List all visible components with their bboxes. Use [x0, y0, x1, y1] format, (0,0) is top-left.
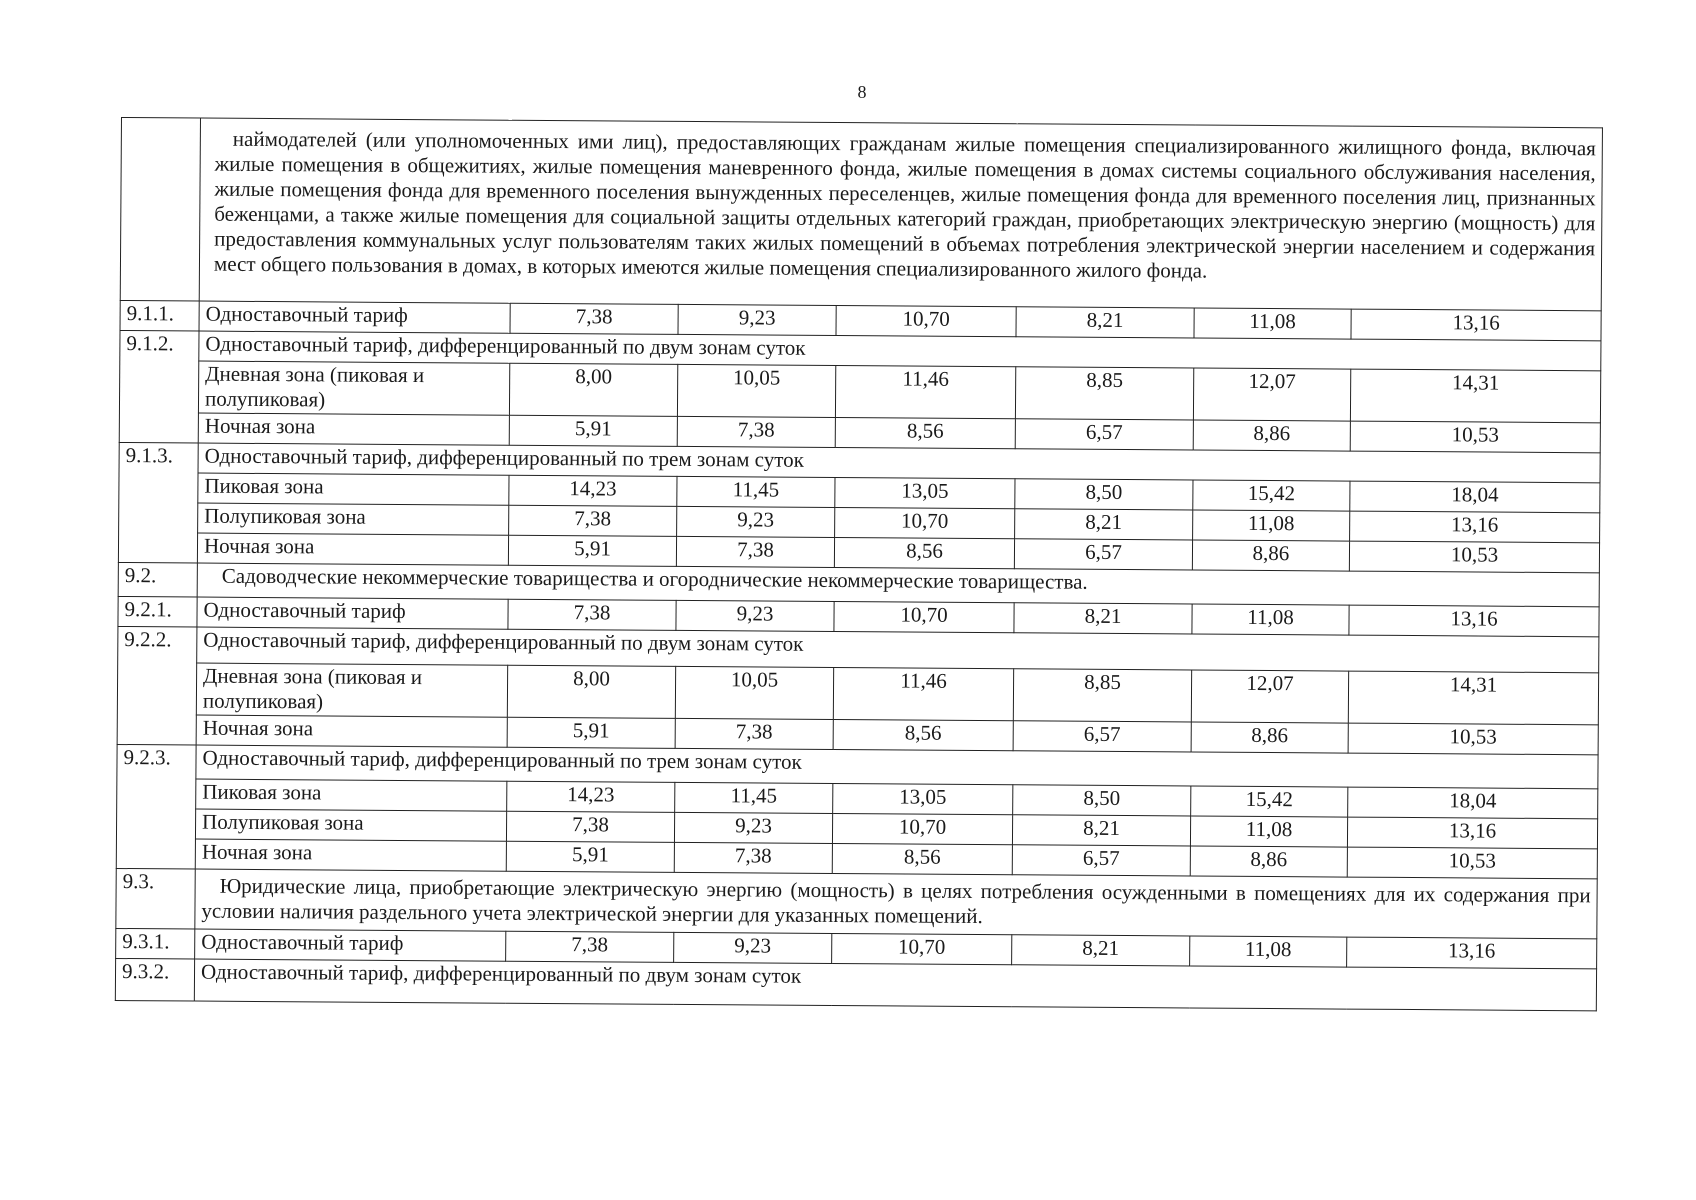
value-cell: 14,31 [1350, 369, 1600, 423]
value-cell: 8,56 [835, 417, 1015, 448]
value-cell: 8,00 [507, 665, 675, 718]
row-number: 9.2.3. [116, 744, 196, 869]
value-cell: 8,00 [509, 363, 677, 416]
value-cell: 13,16 [1347, 817, 1597, 849]
value-cell: 11,46 [835, 365, 1015, 418]
value-cell: 13,16 [1349, 605, 1599, 637]
table-row [115, 958, 1596, 1010]
value-cell: 14,23 [507, 781, 675, 812]
value-cell: 8,56 [832, 843, 1012, 874]
value-cell: 9,23 [674, 812, 832, 843]
value-cell: 8,50 [1013, 785, 1191, 816]
section-label: Юридические лица, приобретающие электрическую энергию (мощность) в целях потребления осужденными в помещениях для их содержания при условии наличия раздельного учета электрической энергии для указанных помещений. [195, 869, 1597, 939]
value-cell: 7,38 [674, 842, 832, 873]
value-cell: 11,08 [1194, 308, 1351, 339]
row-number: 9.3. [116, 868, 195, 929]
row-label: Одноставочный тариф [197, 597, 508, 629]
value-cell: 10,05 [675, 666, 833, 719]
row-label: Одноставочный тариф, дифференцированный по трем зонам суток [196, 745, 1598, 789]
value-cell: 8,86 [1192, 540, 1349, 571]
value-cell: 10,70 [835, 507, 1015, 538]
value-cell: 8,86 [1191, 722, 1348, 753]
value-cell: 11,08 [1190, 936, 1347, 967]
tariff-table [115, 117, 1603, 1011]
row-label: Ночная зона [196, 715, 507, 747]
value-cell: 8,21 [1014, 603, 1192, 634]
intro-number-cell [120, 118, 200, 302]
value-cell: 6,57 [1013, 721, 1191, 752]
value-cell: 8,50 [1015, 479, 1193, 510]
section-label: Садоводческие некоммерческие товарищества и огороднические некоммерческие товарищества. [197, 563, 1599, 607]
value-cell: 11,08 [1193, 510, 1350, 541]
value-cell: 5,91 [508, 535, 676, 566]
row-number: 9.1.3. [118, 442, 198, 563]
row-label: Дневная зона (пиковая и полупиковая) [198, 361, 509, 415]
section-row [116, 868, 1597, 938]
value-cell: 10,70 [832, 933, 1012, 964]
row-number: 9.3.2. [115, 958, 194, 1001]
value-cell: 10,53 [1350, 421, 1600, 453]
value-cell: 6,57 [1015, 419, 1193, 450]
value-cell: 15,42 [1191, 786, 1348, 817]
value-cell: 13,05 [833, 783, 1013, 814]
value-cell: 13,05 [835, 477, 1015, 508]
value-cell: 12,07 [1193, 368, 1350, 421]
page-number: 8 [857, 82, 867, 102]
value-cell: 7,38 [508, 599, 676, 630]
value-cell: 18,04 [1348, 787, 1598, 819]
value-cell: 14,31 [1348, 671, 1598, 725]
row-number: 9.3.1. [116, 928, 195, 959]
value-cell: 13,16 [1351, 309, 1601, 341]
value-cell: 15,42 [1193, 480, 1350, 511]
value-cell: 7,38 [506, 931, 674, 962]
intro-text: наймодателей (или уполномоченных ими лиц), предоставляющих гражданам жилые помещения специализированного жилищного фонда, включая жилые помещения в общежитиях, жилые помещения маневренного фонда, жилые помещения в домах системы социального обслуживания населения, жилые помещения фонда для временного поселения вынужденных переселенцев, жилые помещения фонда для временного поселения лиц, признанных беженцами, а также жилые помещения для социальной защиты отдельных категорий граждан, приобретающих электрическую энергию (мощность) для предоставления коммунальных услуг пользователям таких жилых помещений в объемах потребления электрической энергии населением и содержания мест общего пользования в домах, в которых имеются жилые помещения специализированного жилого фонда. [199, 118, 1602, 311]
value-cell: 18,04 [1350, 481, 1600, 513]
row-number: 9.2.2. [117, 626, 197, 745]
value-cell: 8,21 [1016, 307, 1194, 338]
value-cell: 8,21 [1012, 815, 1190, 846]
value-cell: 6,57 [1012, 845, 1190, 876]
value-cell: 5,91 [507, 717, 675, 748]
row-label: Полупиковая зона [198, 503, 509, 535]
row-label: Одноставочный тариф [195, 929, 506, 961]
row-label: Ночная зона [197, 533, 508, 565]
value-cell: 8,85 [1015, 367, 1193, 420]
row-label: Полупиковая зона [195, 809, 506, 841]
value-cell: 8,21 [1015, 509, 1193, 540]
value-cell: 9,23 [676, 600, 834, 631]
value-cell: 9,23 [677, 506, 835, 537]
value-cell: 5,91 [506, 841, 674, 872]
value-cell: 10,05 [677, 364, 835, 417]
row-label: Пиковая зона [196, 779, 507, 811]
value-cell: 11,45 [677, 476, 835, 507]
value-cell: 10,53 [1347, 847, 1597, 879]
value-cell: 9,23 [678, 304, 836, 335]
row-number: 9.2.1. [118, 596, 197, 627]
value-cell: 10,70 [832, 813, 1012, 844]
value-cell: 14,23 [509, 475, 677, 506]
value-cell: 8,56 [833, 719, 1013, 750]
row-label: Дневная зона (пиковая и полупиковая) [196, 663, 507, 717]
row-number: 9.1.2. [119, 330, 199, 443]
value-cell: 8,86 [1190, 846, 1347, 877]
value-cell: 10,70 [836, 305, 1016, 336]
row-label: Пиковая зона [198, 473, 509, 505]
row-label: Ночная зона [198, 413, 509, 445]
value-cell: 9,23 [674, 932, 832, 963]
value-cell: 13,16 [1350, 511, 1600, 543]
value-cell: 8,21 [1012, 935, 1190, 966]
row-number: 9.2. [118, 562, 197, 597]
value-cell: 10,53 [1348, 723, 1598, 755]
value-cell: 8,85 [1013, 669, 1191, 722]
value-cell: 7,38 [677, 416, 835, 447]
value-cell: 11,45 [675, 782, 833, 813]
value-cell: 11,46 [833, 667, 1013, 720]
value-cell: 7,38 [675, 718, 833, 749]
value-cell: 13,16 [1347, 937, 1597, 969]
value-cell: 8,86 [1193, 420, 1350, 451]
row-label: Одноставочный тариф, дифференцированный по двум зонам суток [197, 627, 1599, 673]
value-cell: 10,53 [1349, 541, 1599, 573]
value-cell: 7,38 [506, 811, 674, 842]
value-cell: 5,91 [509, 415, 677, 446]
intro-row [120, 118, 1602, 311]
row-label: Одноставочный тариф, дифференцированный по трем зонам суток [198, 443, 1600, 483]
value-cell: 8,56 [834, 537, 1014, 568]
value-cell: 7,38 [676, 536, 834, 567]
value-cell: 7,38 [510, 303, 678, 334]
row-label: Ночная зона [195, 839, 506, 871]
value-cell: 7,38 [509, 505, 677, 536]
value-cell: 6,57 [1014, 539, 1192, 570]
row-label: Одноставочный тариф, дифференцированный по двум зонам суток [199, 331, 1601, 371]
value-cell: 11,08 [1192, 604, 1349, 635]
row-number: 9.1.1. [120, 300, 199, 331]
row-label: Одноставочный тариф [199, 301, 510, 333]
row-label: Одноставочный тариф, дифференцированный по двум зонам суток [194, 959, 1596, 1011]
value-cell: 11,08 [1190, 816, 1347, 847]
value-cell: 10,70 [834, 601, 1014, 632]
value-cell: 12,07 [1191, 670, 1348, 723]
